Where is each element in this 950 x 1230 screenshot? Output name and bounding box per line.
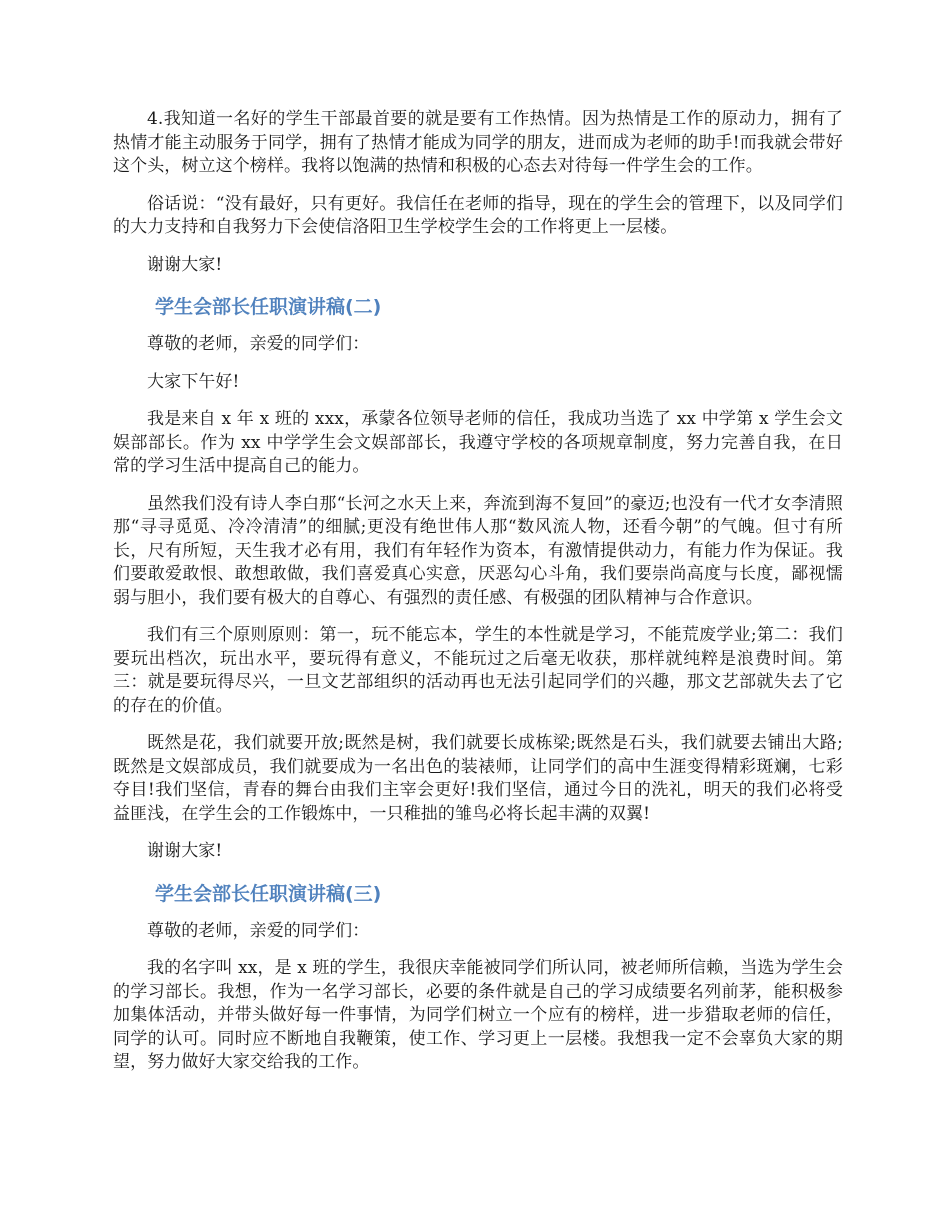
paragraph-salutation-three: 尊敬的老师，亲爱的同学们： [147,920,370,941]
paragraph-salutation: 尊敬的老师，亲爱的同学们： [147,334,370,354]
paragraph-thanks: 谢谢大家! [147,254,223,275]
paragraph-proverb: 俗话说：“没有最好，只有更好。我信任在老师的指导，现在的学生会的管理下，以及同学们的大力支持和自我努力下会使信洛阳卫生学校学生会的工作将更上一层楼。 [113,193,843,237]
paragraph-thanks-two: 谢谢大家! [147,841,223,861]
section-title-three: 学生会部长任职演讲稿(三) [155,882,382,905]
section-title-two: 学生会部长任职演讲稿(二) [155,296,382,318]
paragraph-greeting: 大家下午好! [147,371,240,392]
document-body [113,108,843,1089]
paragraph-enthusiasm: 4.我知道一名好的学生干部最首要的就是要有工作热情。因为热情是工作的原动力，拥有了热情才能主动服务于同学，拥有了热情才能成为同学的朋友，进而成为老师的助手!而我就会带好这个头，树立这个榜样。我将以饱满的热情和积极的心态去对待每一件学生会的工作。 [113,109,843,176]
paragraph-principles: 我们有三个原则原则：第一，玩不能忘本，学生的本性就是学习，不能荒废学业;第二：我们要玩出档次，玩出水平，要玩得有意义，不能玩过之后毫无收获，那样就纯粹是浪费时间。第三：就是要玩得尽兴，一旦文艺部组织的活动再也无法引起同学们的兴趣，那文艺部就失去了它的存在的价值。 [113,625,843,716]
paragraph-introduction: 我是来自 x 年 x 班的 xxx，承蒙各位领导老师的信任，我成功当选了 xx 中学第 x 学生会文娱部部长。作为 xx 中学学生会文娱部部长，我遵守学校的各项规章制度，努力完善自我，在日常的学习生活中提高自己的能力。 [113,409,843,476]
paragraph-study-minister: 我的名字叫 xx，是 x 班的学生，我很庆幸能被同学们所认同，被老师所信赖，当选为学生会的学习部长。我想，作为一名学习部长，必要的条件就是自己的学习成绩要名列前茅，能积极参加集体活动，并带头做好每一件事情，为同学们树立一个应有的榜样，进一步猎取老师的信任，同学的认可。同时应不断地自我鞭策，使工作、学习更上一层楼。我想我一定不会辜负大家的期望，努力做好大家交给我的工作。 [113,958,843,1072]
paragraph-aspiration: 虽然我们没有诗人李白那“长河之水天上来，奔流到海不复回”的豪迈;也没有一代才女李清照那“寻寻觅觅、冷冷清清”的细腻;更没有绝世伟人那“数风流人物，还看今朝”的气魄。但寸有所长，尺有所短，天生我才必有用，我们有年轻作为资本，有激情提供动力，有能力作为保证。我们要敢爱敢恨、敢想敢做，我们喜爱真心实意，厌恶勾心斗角，我们要崇尚高度与长度，鄙视懦弱与胆小，我们要有极大的自尊心、有强烈的责任感、有极强的团队精神与合作意识。 [113,493,843,608]
paragraph-determination: 既然是花，我们就要开放;既然是树，我们就要长成栋梁;既然是石头，我们就要去铺出大路;既然是文娱部成员，我们就要成为一名出色的装裱师，让同学们的高中生涯变得精彩斑斓，七彩夺目!我们坚信，青春的舞台由我们主宰会更好!我们坚信，通过今日的洗礼，明天的我们必将受益匪浅，在学生会的工作锻炼中，一只稚拙的雏鸟必将长起丰满的双翼! [113,733,843,824]
